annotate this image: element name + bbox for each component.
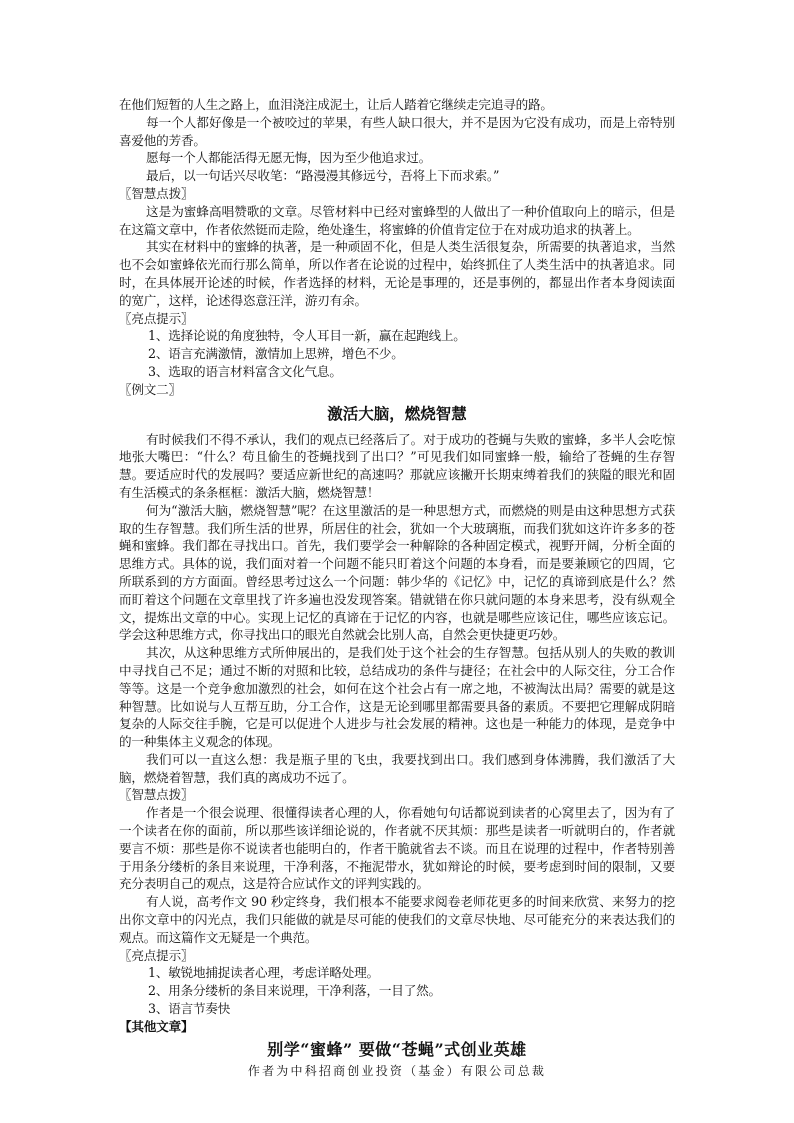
paragraph: 我们可以一直这么想：我是瓶子里的飞虫，我要找到出口。我们感到身体沸腾，我们激活了大脑，燃烧着智慧，我们真的离成功不远了。 [119, 751, 675, 785]
list-item: 2、用条分缕析的条目来说理，干净利落，一目了然。 [148, 983, 441, 999]
section-label-other: 【其他文章】 [119, 1018, 194, 1034]
paragraph: 作者是一个很会说理、很懂得读者心理的人，你看她句句话都说到读者的心窝里去了，因为有了一个读者在你的面前，所以那些该详细论说的，作者就不厌其烦：那些是读者一听就明白的，作者就要言不烦：那些是你不说读者也能明白的，作者干脆就省去不谈。而且在说理的过程中，作者特别善于用条分缕析的条目来说理，干净利落，不拖泥带水，犹如辩论的时候，要考虑到时间的限制，又要充分表明自己的观点，这是符合应试作文的评判实践的。 [119, 805, 675, 892]
section-label-example: 〖例文二〗 [119, 381, 181, 397]
list-item: 3、选取的语言材料富含文化气息。 [148, 363, 342, 379]
paragraph: 最后，以一句话兴尽收笔：“路漫漫其修远兮，吾将上下而求索。” [146, 168, 500, 184]
paragraph: 有人说，高考作文 90 秒定终身，我们根本不能要求阅卷老师花更多的时间来欣赏、来努力的挖出你文章中的闪光点，我们只能做的就是尽可能的使我们的文章尽快地、尽可能充分的来表达我们的观点。而这篇作文无疑是一个典范。 [119, 894, 675, 945]
paragraph: 愿每一个人都能活得无愿无悔，因为至少他追求过。 [146, 150, 432, 166]
list-item: 1、敏锐地捕捉读者心理，考虑详略处理。 [148, 965, 379, 981]
section-label-wisdom: 〖智慧点拨〗 [119, 787, 194, 803]
paragraph: 其次，从这种思维方式所伸展出的，是我们处于这个社会的生存智慧。包括从别人的失败的教训中寻找自己不足；通过不断的对照和比较，总结成功的条件与捷径；在社会中的人际交往，分工合作等等。这是一个竞争愈加激烈的社会，如何在这个社会占有一席之地，不被淘汰出局？需要的就是这种智慧。比如说与人互帮互助，分工合作，这是无论到哪里都需要具备的素质。不要把它理解成阴暗复杂的人际交往手腕，它是可以促进个人进步与社会发展的精神。这也是一种能力的体现，是竞争中的一种集体主义观念的体现。 [119, 645, 675, 750]
paragraph: 在他们短暂的人生之路上，血泪浇注成泥土，让后人踏着它继续走完追寻的路。 [119, 97, 553, 112]
paragraph: 何为“激活大脑，燃烧智慧”呢？在这里激活的是一种思想方式，而燃烧的则是由这种思想方式获取的生存智慧。我们所生活的世界，所居住的社会，犹如一个大玻璃瓶，而我们犹如这许许多多的苍蝇和蜜蜂。我们都在寻找出口。首先，我们要学会一种解除的各种固定模式，视野开阔，分析全面的思维方式。具体的说，我们面对着一个问题不能只盯着这个问题的本身看，而是要兼顾它的四周，它所联系到的方方面面。曾经思考过这么一个问题：韩少华的《记忆》中，记忆的真谛到底是什么？然而盯着这个问题在文章里找了许多遍也没发现答案。错就错在你只就问题的本身来思考，没有纵观全文，提炼出文章的中心。实现上记忆的真谛在于记忆的内容，也就是哪些应该记住，哪些应该忘记。学会这种思维方式，你寻找出口的眼光自然就会比别人高，自然会更快捷更巧妙。 [119, 502, 675, 643]
paragraph: 其实在材料中的蜜蜂的执著，是一种顽固不化，但是人类生活很复杂，所需要的执著追求，当然也不会如蜜蜂依光而行那么简单，所以作者在论说的过程中，始终抓住了人类生活中的执著追求。同时，在具体展开论述的时候，作者选择的材料，无论是事理的，还是事例的，都显出作者本身阅读面的宽广，这样，论述得恣意汪洋，游刃有余。 [119, 239, 675, 308]
document-body [119, 96, 675, 1080]
article-title: 别学“蜜蜂” 要做“苍蝇”式创业英雄 [267, 1039, 527, 1059]
section-label-highlight: 〖亮点提示〗 [119, 947, 194, 963]
section-label-highlight: 〖亮点提示〗 [119, 310, 194, 326]
list-item: 3、语言节奏快 [148, 1001, 231, 1017]
paragraph: 每一个人都好像是一个被咬过的苹果，有些人缺口很大，并不是因为它没有成功，而是上帝特别喜爱他的芳香。 [119, 114, 675, 148]
paragraph: 有时候我们不得不承认，我们的观点已经落后了。对于成功的苍蝇与失败的蜜蜂，多半人会吃惊地张大嘴巴：“什么？苟且偷生的苍蝇找到了出口？”可见我们如同蜜蜂一般，输给了苍蝇的生存智慧。要适应时代的发展吗？要适应新世纪的高速吗？那就应该撇开长期束缚着我们的狭隘的眼光和固有生活模式的条条框框：激活大脑，燃烧智慧！ [119, 431, 675, 500]
author-note: 作者为中科招商创业投资（基金）有限公司总裁 [247, 1063, 547, 1078]
section-label-wisdom: 〖智慧点拨〗 [119, 185, 194, 201]
article-title: 激活大脑，燃烧智慧 [327, 403, 467, 423]
paragraph: 这是为蜜蜂高唱赞歌的文章。尽管材料中已经对蜜蜂型的人做出了一种价值取向上的暗示，但是在这篇文章中，作者依然铤而走险，绝处逢生，将蜜蜂的价值肯定位于在对成功追求的执著上。 [119, 203, 675, 237]
list-item: 2、语言充满激情，激情加上思辨，增色不少。 [148, 346, 404, 362]
list-item: 1、选择论说的角度独特，令人耳目一新，赢在起跑线上。 [148, 328, 466, 344]
